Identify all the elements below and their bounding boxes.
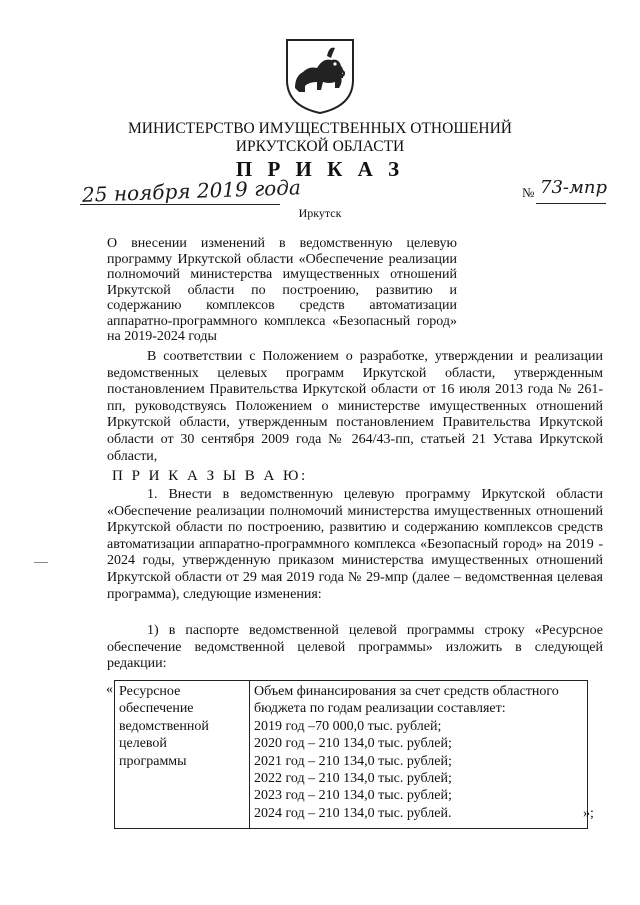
table-cell-label <box>115 681 250 829</box>
table-row <box>115 681 588 829</box>
table-close-quote: »; <box>583 806 594 821</box>
clause-1-paragraph: 1. Внести в ведомственную целевую программу Иркутской области «Обеспечение реализации полномочий министерства имущественных отношений Иркутской области по построению, развитию и содержанию комплексов средств автоматизации аппаратно-программного комплекса «Безопасный город» на 2019 - 2024 годы, утвержденную приказом министерства имущественных отношений Иркутской области от 29 мая 2019 года № 29-мпр (далее – ведомственная целевая программа), следующие изменения: <box>107 487 603 602</box>
prikazyvayu-heading: П Р И К А З Ы В А Ю: <box>112 468 308 484</box>
order-number: 73-мпр <box>540 177 608 198</box>
order-subject: О внесении изменений в ведомственную целевую программу Иркутской области «Обеспечение реализации полномочий министерства имущественных отношений Иркутской области по построению, развитию и содержанию комплексов средств автоматизации аппаратно-программного комплекса «Безопасный город» на 2019-2024 годы <box>107 236 457 344</box>
preamble-paragraph: В соответствии с Положением о разработке, утверждении и реализации ведомственных целевых программ Иркутской области, утвержденным постановлением Правительства Иркутской области от 16 июля 2013 года № 261-пп, руководствуясь Положением о министерстве имущественных отношений Иркутской области, утвержденным постановлением Правительства Иркутской области от 30 сентября 2009 года № 264/43-пп, статьей 21 Устава Иркутской области, <box>107 349 603 464</box>
funding-year-2023: 2023 год – 210 134,0 тыс. рублей; <box>254 788 452 804</box>
resource-table <box>114 680 588 829</box>
order-date: 25 ноября 2019 года <box>81 175 302 207</box>
ministry-line-1: МИНИСТЕРСТВО ИМУЩЕСТВЕННЫХ ОТНОШЕНИЙ <box>127 120 513 137</box>
table-cell-value <box>250 681 588 829</box>
subclause-1-paragraph: 1) в паспорте ведомственной целевой программы строку «Ресурсное обеспечение ведомственной целевой программы» изложить в следующей редакции: <box>107 623 603 672</box>
order-title: П Р И К А З <box>235 157 405 181</box>
label-line: Ресурсное <box>119 684 181 699</box>
ministry-line-2: ИРКУТСКОЙ ОБЛАСТИ <box>235 138 405 155</box>
funding-year-2024: 2024 год – 210 134,0 тыс. рублей. <box>254 805 452 821</box>
label-line: программы <box>119 753 187 769</box>
label-line: ведомственной <box>119 718 209 734</box>
coat-of-arms-icon <box>283 36 357 116</box>
ministry-name <box>0 120 640 156</box>
funding-year-2020: 2020 год – 210 134,0 тыс. рублей; <box>254 736 452 752</box>
label-line: целевой <box>119 736 167 752</box>
scan-mark <box>34 562 48 563</box>
funding-year-2022: 2022 год – 210 134,0 тыс. рублей; <box>254 771 452 787</box>
label-line: обеспечение <box>119 701 194 717</box>
order-number-prefix: № <box>522 185 535 200</box>
funding-intro: Объем финансирования за счет средств областного бюджета по годам реализации составляет: <box>254 684 559 717</box>
funding-year-2021: 2021 год – 210 134,0 тыс. рублей; <box>254 753 452 769</box>
number-underline <box>536 203 606 204</box>
table-open-quote: « <box>106 682 113 697</box>
funding-year-2019: 2019 год –70 000,0 тыс. рублей; <box>254 718 442 734</box>
city-name: Иркутск <box>298 206 342 220</box>
date-underline <box>80 204 280 205</box>
